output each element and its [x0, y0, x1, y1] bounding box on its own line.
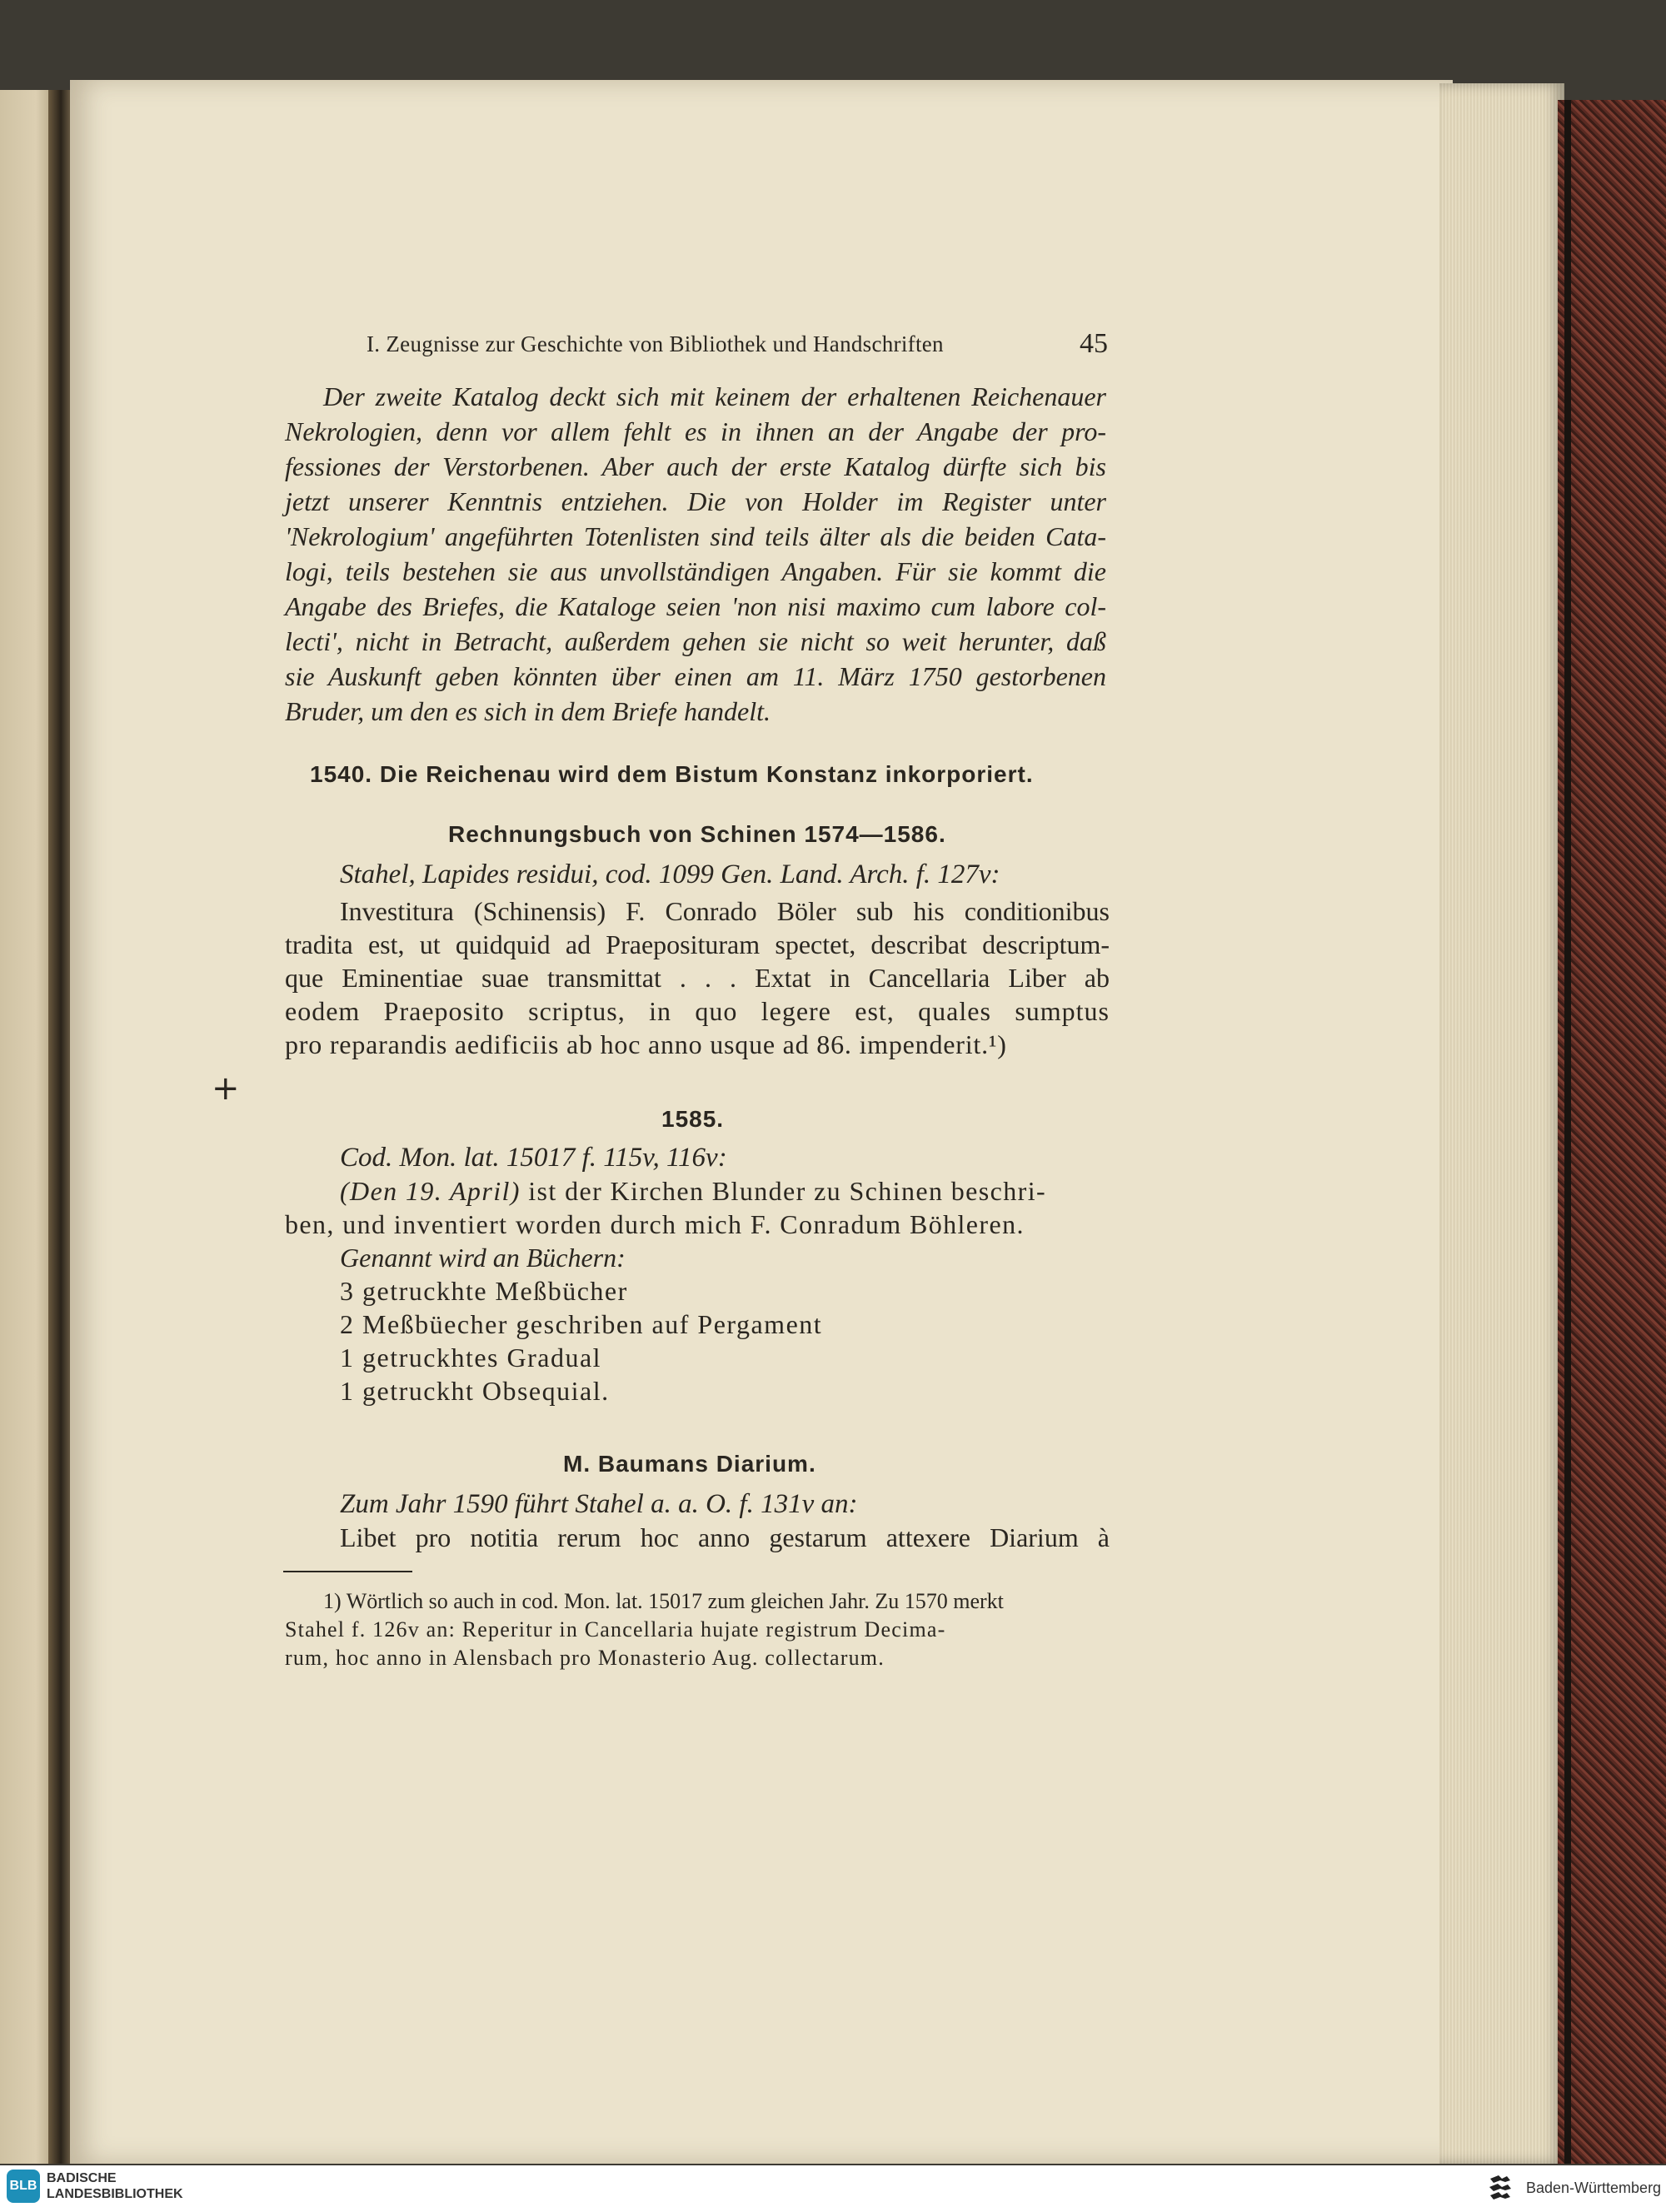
source-1585: Cod. Mon. lat. 15017 f. 115v, 116v: — [340, 1143, 727, 1173]
cover-edge — [1564, 100, 1571, 2164]
page-number: 45 — [1080, 328, 1108, 359]
intro-line-2: Nekrologien, denn vor allem fehlt es in ihnen an der Angabe der pro- — [285, 416, 1106, 446]
date-1585: (Den 19. April) — [340, 1176, 521, 1206]
heading-1540: 1540. Die Reichenau wird dem Bistum Konstanz inkorporiert. — [310, 761, 1034, 787]
footnote-line-2: Stahel f. 126v an: Reperitur in Cancellaria hujate registrum Decima- — [285, 1617, 946, 1642]
book-item-1: 3 getruckhte Meßbücher — [340, 1276, 628, 1306]
intro-line-1: Der zweite Katalog deckt sich mit keinem der erhaltenen Reichenauer — [323, 381, 1106, 411]
library-name-line-1: BADISCHE — [47, 2171, 117, 2185]
rechnungsbuch-line-5: pro reparandis aedificiis ab hoc anno usque ad 86. impenderit.¹) — [285, 1029, 1007, 1059]
books-intro: Genannt wird an Büchern: — [340, 1243, 626, 1273]
library-name-line-2: LANDESBIBLIOTHEK — [47, 2187, 183, 2201]
line-1585-1 — [340, 1174, 1046, 1208]
intro-line-8: lecti', nicht in Betracht, außerdem gehen sie nicht so weit herunter, daß — [285, 626, 1106, 656]
intro-line-7: Angabe des Briefes, die Kataloge seien 'non nisi maximo cum labore col- — [285, 591, 1106, 621]
heading-baumann: M. Baumans Diarium. — [563, 1451, 816, 1477]
intro-line-10: Bruder, um den es sich in dem Briefe handelt. — [285, 696, 771, 726]
footnote-line-3: rum, hoc anno in Alensbach pro Monasterio Aug. collectarum. — [285, 1646, 885, 1670]
book-item-2: 2 Meßbüecher geschriben auf Pergament — [340, 1309, 823, 1339]
running-title: I. Zeugnisse zur Geschichte von Bibliothek und Handschriften — [367, 331, 944, 356]
page-edges — [1439, 83, 1564, 2164]
intro-line-3: fessiones der Verstorbenen. Aber auch der erste Katalog dürfte sich bis — [285, 451, 1106, 481]
baumann-line: Libet pro notitia rerum hoc anno gestarum attexere Diarium à — [340, 1522, 1110, 1552]
book-item-4: 1 getruckht Obsequial. — [340, 1376, 610, 1406]
heading-rechnungsbuch: Rechnungsbuch von Schinen 1574—1586. — [448, 821, 946, 847]
footer-bar — [0, 2165, 1666, 2212]
book-item-3: 1 getruckhtes Gradual — [340, 1343, 602, 1373]
margin-mark: + — [212, 1069, 240, 1108]
library-name[interactable] — [47, 2170, 183, 2202]
rechnungsbuch-line-3: que Eminentiae suae transmittat . . . Extat in Cancellaria Liber ab — [285, 963, 1110, 993]
state-name[interactable]: Baden-Württemberg — [1526, 2180, 1662, 2196]
intro-line-9: sie Auskunft geben könnten über einen am 11. März 1750 gestorbenen — [285, 661, 1106, 691]
rechnungsbuch-source: Stahel, Lapides residui, cod. 1099 Gen. Land. Arch. f. 127v: — [340, 859, 1000, 889]
rechnungsbuch-line-4: eodem Praeposito scriptus, in quo legere est, quales sumptus — [285, 996, 1110, 1026]
rechnungsbuch-line-2: tradita est, ut quidquid ad Praeposituram spectet, describat descriptum- — [285, 929, 1110, 959]
rechnungsbuch-line-1: Investitura (Schinensis) F. Conrado Böler sub his conditionibus — [340, 896, 1110, 926]
footnote-rule — [283, 1571, 412, 1572]
book-cover — [1558, 100, 1666, 2164]
line-1585-2: ben, und inventiert worden durch mich F. Conradum Böhleren. — [285, 1209, 1025, 1239]
heading-1585: 1585. — [661, 1106, 725, 1132]
intro-line-5: 'Nekrologium' angeführten Totenlisten sind teils älter als die beiden Cata- — [285, 521, 1106, 551]
footnote-line-1: 1) Wörtlich so auch in cod. Mon. lat. 15017 zum gleichen Jahr. Zu 1570 merkt — [323, 1589, 1004, 1613]
blb-logo[interactable]: BLB — [7, 2170, 40, 2203]
intro-line-4: jetzt unserer Kenntnis entziehen. Die von Holder im Register unter — [285, 486, 1106, 516]
baumann-intro: Zum Jahr 1590 führt Stahel a. a. O. f. 131v an: — [340, 1489, 858, 1519]
line-1585-1-rest: ist der Kirchen Blunder zu Schinen beschri- — [528, 1176, 1047, 1206]
intro-line-6: logi, teils bestehen sie aus unvollständigen Angaben. Für sie kommt die — [285, 556, 1106, 586]
baden-wuerttemberg-lion-icon[interactable] — [1487, 2174, 1515, 2204]
